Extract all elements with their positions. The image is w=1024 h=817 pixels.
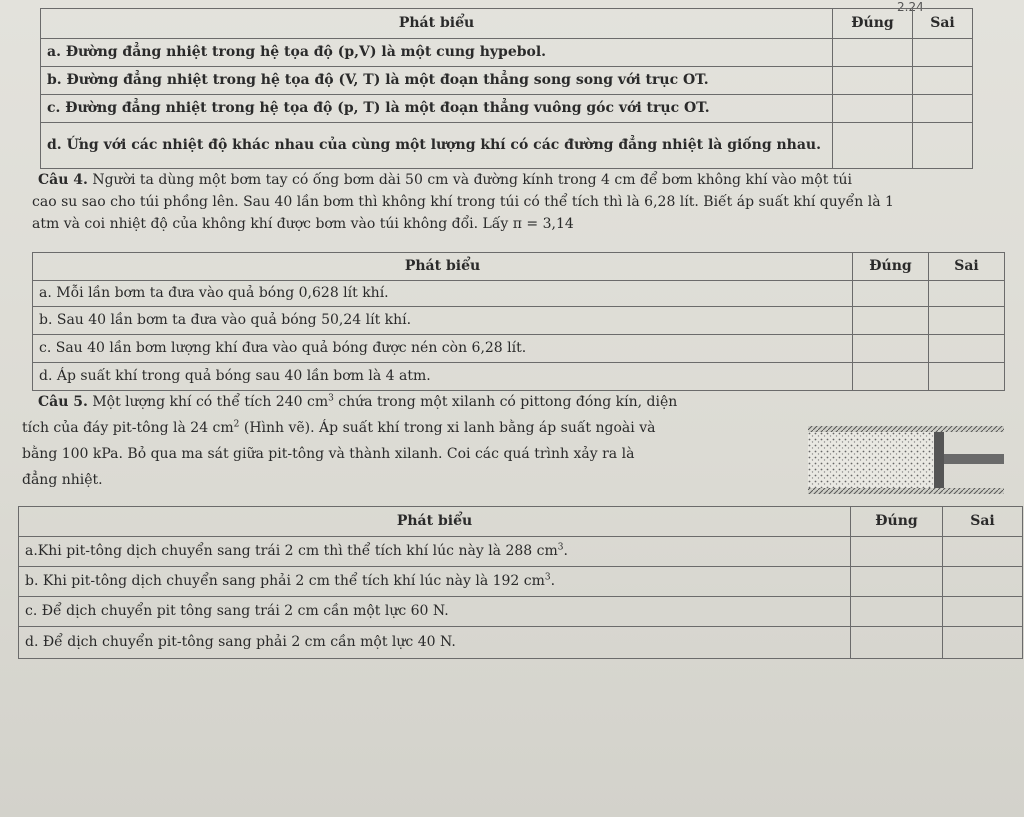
table-row <box>19 567 1023 597</box>
col-header-false: Sai <box>913 9 973 39</box>
true-checkbox[interactable] <box>853 363 929 391</box>
table-pump-statements <box>32 252 1005 391</box>
statement-cell: c. Sau 40 lần bơm lượng khí đưa vào quả bóng được nén còn 6,28 lít. <box>33 335 853 363</box>
table-row <box>19 537 1023 567</box>
statement-text: d. Để dịch chuyển pit-tông sang phải 2 cm cần một lực 40 N. <box>25 634 456 650</box>
true-checkbox[interactable] <box>833 95 913 123</box>
table-isotherm-statements <box>40 8 973 169</box>
table-row <box>19 597 1023 627</box>
false-checkbox[interactable] <box>943 597 1023 627</box>
col-header-true: Đúng <box>851 507 943 537</box>
statement-end: . <box>563 543 568 559</box>
question-5-line-1b: chứa trong một xilanh có pittong đóng kín, diện <box>333 394 678 410</box>
question-5-line-2a: tích của đáy pit-tông là 24 cm <box>22 420 234 436</box>
question-4-line-3: atm và coi nhiệt độ của không khí được bơm vào túi không đổi. Lấy π = 3,14 <box>32 216 574 232</box>
piston-head[interactable] <box>934 432 944 488</box>
question-4-text <box>38 170 852 190</box>
table-row <box>41 123 973 169</box>
question-5-line-2b: (Hình vẽ). Áp suất khí trong xi lanh bằng áp suất ngoài và <box>239 420 656 436</box>
col-header-statement: Phát biểu <box>19 507 851 537</box>
false-checkbox[interactable] <box>943 627 1023 659</box>
false-checkbox[interactable] <box>913 39 973 67</box>
statement-text: c. Để dịch chuyển pit tông sang trái 2 cm cần một lực 60 N. <box>25 603 449 619</box>
false-checkbox[interactable] <box>913 123 973 169</box>
page-number: 2.24 <box>897 0 924 14</box>
superscript-2: 2 <box>233 419 240 430</box>
statement-cell <box>19 567 851 597</box>
table-row <box>41 39 973 67</box>
true-checkbox[interactable] <box>851 627 943 659</box>
question-5-line-2 <box>22 418 655 438</box>
col-header-statement: Phát biểu <box>33 253 853 281</box>
cylinder-piston-figure <box>808 420 1004 500</box>
statement-text: a.Khi pit-tông dịch chuyển sang trái 2 cm thì thể tích khí lúc này là 288 cm <box>25 543 558 559</box>
false-checkbox[interactable] <box>943 567 1023 597</box>
statement-cell: c. Đường đẳng nhiệt trong hệ tọa độ (p, T) là một đoạn thẳng vuông góc với trục OT. <box>41 95 833 123</box>
true-checkbox[interactable] <box>851 597 943 627</box>
true-checkbox[interactable] <box>853 307 929 335</box>
question-5-label: Câu 5. <box>38 394 88 410</box>
statement-cell: d. Áp suất khí trong quả bóng sau 40 lần bơm là 4 atm. <box>33 363 853 391</box>
statement-cell <box>19 627 851 659</box>
question-4-line-2: cao su sao cho túi phồng lên. Sau 40 lần bơm thì không khí trong túi có thể tích thì là 6,28 lít. Biết áp suất khí quyển là 1 <box>32 194 894 210</box>
false-checkbox[interactable] <box>929 335 1005 363</box>
false-checkbox[interactable] <box>913 95 973 123</box>
col-header-true: Đúng <box>853 253 929 281</box>
true-checkbox[interactable] <box>833 123 913 169</box>
statement-end: . <box>550 573 556 589</box>
false-checkbox[interactable] <box>929 363 1005 391</box>
true-checkbox[interactable] <box>853 335 929 363</box>
table-row <box>33 307 1005 335</box>
statement-cell: a. Mỗi lần bơm ta đưa vào quả bóng 0,628 lít khí. <box>33 281 853 307</box>
superscript-3: 3 <box>328 393 334 404</box>
table-row <box>41 95 973 123</box>
table-row <box>33 335 1005 363</box>
col-header-false: Sai <box>929 253 1005 281</box>
question-5-line-1a: Một lượng khí có thể tích 240 cm <box>92 394 329 410</box>
true-checkbox[interactable] <box>853 281 929 307</box>
false-checkbox[interactable] <box>913 67 973 95</box>
table-row <box>33 363 1005 391</box>
true-checkbox[interactable] <box>851 567 943 597</box>
statement-cell: d. Ứng với các nhiệt độ khác nhau của cùng một lượng khí có các đường đẳng nhiệt là giống nhau. <box>41 123 833 169</box>
question-4-line-1: Người ta dùng một bơm tay có ống bơm dài 50 cm và đường kính trong 4 cm để bơm không khí vào một túi <box>92 172 852 188</box>
true-checkbox[interactable] <box>833 39 913 67</box>
cylinder-bottom-wall <box>808 488 1004 494</box>
false-checkbox[interactable] <box>929 307 1005 335</box>
table-piston-statements <box>18 506 1023 659</box>
gas-region <box>808 432 934 488</box>
col-header-false: Sai <box>943 507 1023 537</box>
superscript: 3 <box>557 542 564 553</box>
col-header-true: Đúng <box>833 9 913 39</box>
statement-cell: b. Đường đẳng nhiệt trong hệ tọa độ (V, T) là một đoạn thẳng song song với trục OT. <box>41 67 833 95</box>
true-checkbox[interactable] <box>851 537 943 567</box>
question-5-text <box>38 392 677 412</box>
false-checkbox[interactable] <box>929 281 1005 307</box>
piston-rod[interactable] <box>944 454 1004 464</box>
question-5-line-3: bằng 100 kPa. Bỏ qua ma sát giữa pit-tông và thành xilanh. Coi các quá trình xảy ra là <box>22 446 635 462</box>
statement-cell: a. Đường đẳng nhiệt trong hệ tọa độ (p,V) là một cung hypebol. <box>41 39 833 67</box>
table-row <box>19 627 1023 659</box>
table-row <box>41 67 973 95</box>
statement-cell <box>19 597 851 627</box>
statement-cell: b. Sau 40 lần bơm ta đưa vào quả bóng 50,24 lít khí. <box>33 307 853 335</box>
table-row <box>33 281 1005 307</box>
question-4-label: Câu 4. <box>38 172 88 188</box>
false-checkbox[interactable] <box>943 537 1023 567</box>
statement-text: b. Khi pit-tông dịch chuyển sang phải 2 cm thể tích khí lúc này là 192 cm <box>25 573 545 589</box>
superscript: 3 <box>544 572 551 583</box>
col-header-statement: Phát biểu <box>41 9 833 39</box>
cylinder-top-wall <box>808 426 1004 432</box>
true-checkbox[interactable] <box>833 67 913 95</box>
statement-cell <box>19 537 851 567</box>
question-5-line-4: đẳng nhiệt. <box>22 472 103 488</box>
